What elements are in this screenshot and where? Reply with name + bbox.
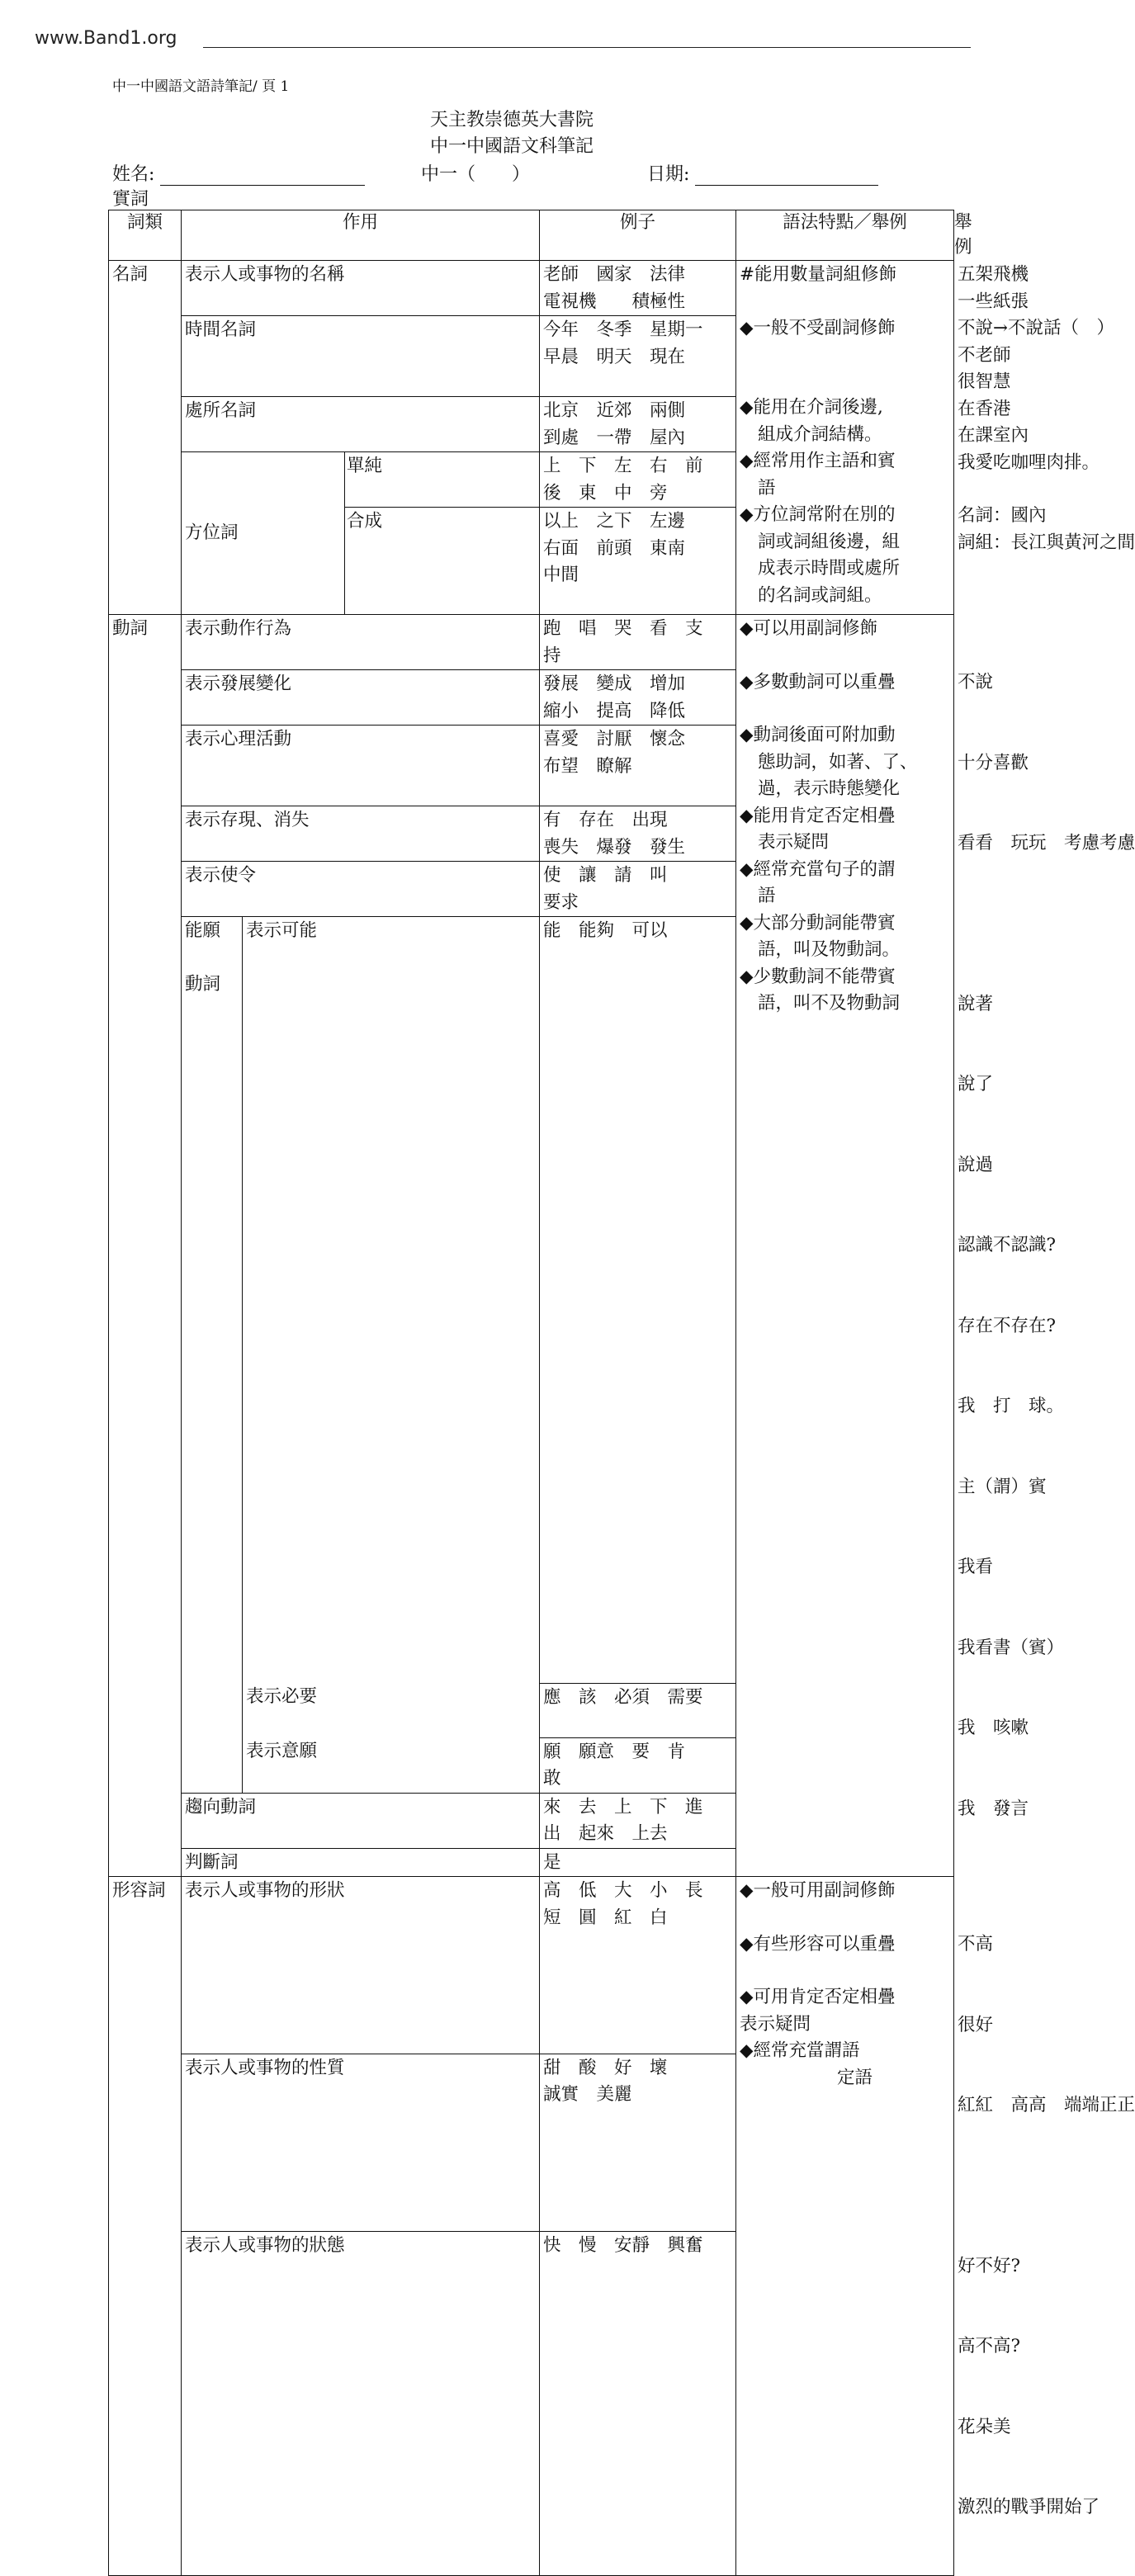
use-cell: 表示發展變化 xyxy=(182,670,540,726)
header-cell: 語法特點／舉例 xyxy=(736,210,954,261)
modal-verb-label xyxy=(182,917,243,1794)
feature-line: #能用數量詞組修飾 xyxy=(740,264,897,285)
category-verb: 動詞 xyxy=(109,615,182,1877)
feature-line: ◆一般可用副詞修飾 xyxy=(740,1880,896,1901)
verb-features xyxy=(736,615,954,1877)
sub-label: 合成 xyxy=(345,508,540,615)
example-cell: 快 慢 安靜 興奮 xyxy=(540,2231,736,2575)
example-cell: 是 xyxy=(540,1848,736,1877)
course-title: 中一中國語文科筆記 xyxy=(429,136,594,157)
noun-features xyxy=(736,261,954,615)
example-cell: 發展 變成 增加 縮小 提高 降低 xyxy=(540,670,736,726)
example-cell: 喜愛 討厭 懷念 布望 瞭解 xyxy=(540,726,736,806)
example-cell: 能 能夠 可以 xyxy=(540,917,736,1684)
feature-line: 表示疑問 xyxy=(758,832,830,853)
feature-line: ◆一般不受副詞修飾 xyxy=(740,317,896,338)
header-cell: 詞類 xyxy=(109,210,182,261)
category-adjective: 形容詞 xyxy=(109,1877,182,2576)
header-cell: 作用 xyxy=(182,210,540,261)
use-cell: 表示心理活動 xyxy=(182,726,540,806)
section-label: 實詞 xyxy=(112,189,149,210)
name-label: 姓名: xyxy=(112,164,155,185)
feature-line: 定語 xyxy=(837,2067,873,2088)
feature-line: ◆動詞後面可附加動 xyxy=(740,725,896,745)
name-field xyxy=(112,160,365,186)
use-cell: 方位詞 xyxy=(182,452,345,615)
use-cell: 表示存現、消失 xyxy=(182,806,540,862)
feature-line: 表示疑問 xyxy=(740,2013,811,2035)
example-cell: 有 存在 出現 喪失 爆發 發生 xyxy=(540,806,736,862)
feature-line: 詞或詞組後邊，組 xyxy=(758,531,901,552)
sub-label: 表示必要 xyxy=(243,1683,540,1737)
use-cell: 表示動作行為 xyxy=(182,615,540,670)
sub-label: 表示可能 xyxy=(243,917,540,1684)
example-cell: 甜 酸 好 壞 誠實 美麗 xyxy=(540,2054,736,2231)
use-cell: 趨向動詞 xyxy=(182,1793,540,1848)
sub-label: 表示意願 xyxy=(243,1737,540,1793)
feature-line: ◆少數動詞不能帶賓 xyxy=(740,966,896,987)
use-cell: 表示人或事物的性質 xyxy=(182,2054,540,2231)
example-cell: 使 讓 請 叫 要求 xyxy=(540,862,736,917)
example-cell: 來 去 上 下 進 出 起來 上去 xyxy=(540,1793,736,1848)
feature-line: 過，表示時態變化 xyxy=(758,778,901,799)
feature-line: 態助詞，如著、了、 xyxy=(758,751,918,773)
feature-line: ◆大部分動詞能帶賓 xyxy=(740,912,896,934)
feature-line: 語，叫不及物動詞 xyxy=(758,993,901,1014)
category-noun: 名詞 xyxy=(109,261,182,615)
date-blank xyxy=(695,167,878,186)
example-cell: 北京 近郊 兩側 到處 一帶 屋內 xyxy=(540,397,736,452)
feature-line: ◆方位詞常附在別的 xyxy=(740,504,896,525)
use-cell: 處所名詞 xyxy=(182,397,540,452)
use-cell: 表示人或事物的狀態 xyxy=(182,2231,540,2575)
table-header-row: 詞類 作用 例子 語法特點／舉例 舉例 xyxy=(109,210,954,261)
example-cell: 上 下 左 右 前 後 東 中 旁 xyxy=(540,452,736,508)
running-header: 中一中國語文語詩筆記/ 頁 1 xyxy=(112,78,290,95)
header-rule xyxy=(203,47,971,48)
example-cell: 願 願意 要 肯 敢 xyxy=(540,1737,736,1793)
example-cell: 高 低 大 小 長 短 圓 紅 白 xyxy=(540,1877,736,2054)
sub-label: 單純 xyxy=(345,452,540,508)
date-label: 日期: xyxy=(647,164,690,185)
feature-line: ◆經常用作主語和賓 xyxy=(740,451,896,471)
use-cell: 表示人或事物的名稱 xyxy=(182,261,540,316)
feature-line: ◆能用在介詞後邊, xyxy=(740,397,883,418)
feature-line: ◆能用肯定否定相疊 xyxy=(740,805,896,826)
feature-line: ◆多數動詞可以重疊 xyxy=(740,671,896,692)
header-cell: 例子 xyxy=(540,210,736,261)
feature-line: 語 xyxy=(758,886,776,906)
date-field xyxy=(647,160,878,186)
use-cell: 時間名詞 xyxy=(182,316,540,397)
feature-line: 的名詞或詞組。 xyxy=(758,584,882,606)
use-cell: 表示人或事物的形狀 xyxy=(182,1877,540,2054)
feature-line: ◆經常充當句子的謂 xyxy=(740,858,896,880)
example-cell: 跑 唱 哭 看 支 持 xyxy=(540,615,736,670)
feature-line: ◆可以用副詞修飾 xyxy=(740,618,878,639)
feature-line: 語 xyxy=(758,477,776,499)
use-cell: 判斷詞 xyxy=(182,1848,540,1877)
notes-table: 詞類 作用 例子 語法特點／舉例 舉例 名詞 表示人或事物的名稱 老師 國家 法律 電視機 積極性 #能用數量詞組修飾 ◆一般不受副詞修飾 ◆能用在介詞後邊, 組成介詞結構。 ◆經常用作主語和賓 語 ◆方位詞常附在別的 詞或詞組後邊，組 成表示時間或處所 的名詞或詞組。 五架飛機 一些紙張 不說→不說話（ ） 不老師 很智慧 在香港 在課室內 我愛吃咖哩肉排。 名詞：國內 詞組：長江與黃河之間 時間名詞 今年 冬季 星期一 早晨 明天 現在 處所名詞 北京 近郊 兩側 到處 一帶 屋內 方位詞 單純 上 下 左 右 前 後 東 中 旁 合成 以上 之下 左邊 右面 前頭 東南 中間 動詞 表示動作行為 跑 唱 哭 看 支 持 ◆可以用副詞修飾 ◆多數動詞可以重疊 ◆動詞後面可附加動 態助詞，如著、了、 過，表示時態變化 ◆能用肯定否定相疊 表示疑問 ◆經常充當句子的謂 語 ◆大部分動詞能帶賓 語，叫及物動詞。 ◆少數動詞不能帶賓 語，叫不及物動詞 不說 十分喜歡 看看 玩玩 考慮考慮 說著 說了 說過 認識不認識? 存在不存在? 我 打 球。 主（謂）賓 我看 我看書（賓） 我 咳嗽 我 發言 表示發展變化 發展 變成 增加 縮小 提高 降低 表示心理活動 喜愛 討厭 懷念 布望 瞭解 表示存現、消失 有 存在 出現 喪失 爆發 發生 表示使令 使 讓 請 叫 要求 能願 動詞 表示可能 能 能夠 可以 表示必要 應 該 必須 需要 表示意願 願 願意 要 肯 敢 趨向動詞 來 去 上 下 進 出 起來 上去 判斷詞 是 形容詞 表示人或事物的形狀 高 低 大 小 長 短 圓 紅 白 ◆一般可用副詞修飾 ◆有些形容可以重疊 ◆可用肯定否定相疊 表示疑問 ◆經常充當謂語 定語 不高 很好 紅紅 高高 端端正正 好不好? 高不高? 花朵美 激烈的戰爭開始了 表示人或事物的性質 甜 酸 好 壞 誠實 美麗 表示人或事物的狀態 快 慢 安靜 興奮 xyxy=(108,210,954,2576)
name-blank xyxy=(160,167,365,186)
feature-line: ◆經常充當謂語 xyxy=(740,2040,860,2061)
feature-line: 組成介詞結構。 xyxy=(758,423,882,445)
example-cell: 老師 國家 法律 電視機 積極性 xyxy=(540,261,736,316)
use-cell: 表示使令 xyxy=(182,862,540,917)
example-cell: 應 該 必須 需要 xyxy=(540,1683,736,1737)
adjective-features xyxy=(736,1877,954,2576)
feature-line: ◆可用肯定否定相疊 xyxy=(740,1987,896,2007)
example-cell: 以上 之下 左邊 右面 前頭 東南 中間 xyxy=(540,508,736,615)
modal-label-line: 能願 xyxy=(185,920,221,941)
school-title: 天主教崇德英大書院 xyxy=(429,110,594,130)
modal-label-line: 動詞 xyxy=(185,973,221,995)
feature-line: ◆有些形容可以重疊 xyxy=(740,1933,896,1954)
feature-line: 語，叫及物動詞。 xyxy=(758,939,901,960)
feature-line: 成表示時間或處所 xyxy=(758,558,901,579)
site-url: www.Band1.org xyxy=(35,28,177,49)
example-cell: 今年 冬季 星期一 早晨 明天 現在 xyxy=(540,316,736,397)
class-label: 中一（ ） xyxy=(421,164,531,185)
